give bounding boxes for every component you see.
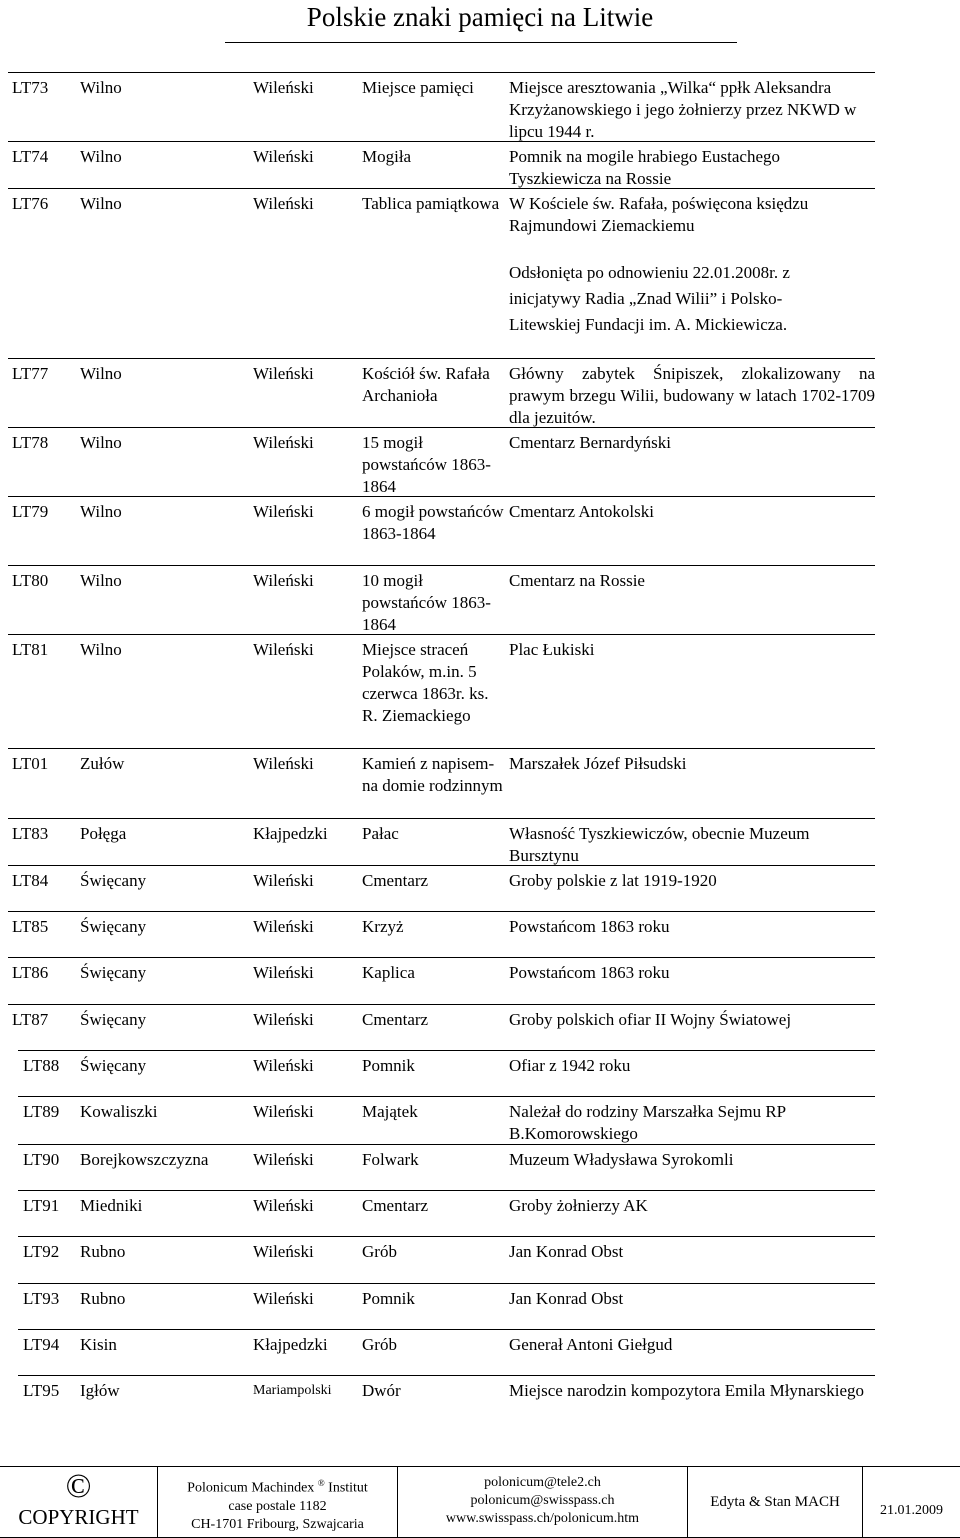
row-divider [18, 1375, 875, 1376]
row-region: Mariampolski [253, 1383, 332, 1398]
row-id: LT78 [12, 433, 49, 452]
row-divider [18, 1283, 875, 1284]
row-divider [18, 1096, 875, 1097]
authors-cell [687, 1467, 862, 1537]
row-city: Wilno [80, 571, 122, 590]
row-divider [18, 1190, 875, 1191]
row-divider [8, 818, 875, 819]
row-region: Wileński [253, 1010, 314, 1029]
row-region: Wileński [253, 1150, 314, 1169]
row-id: LT79 [12, 502, 49, 521]
row-id: LT85 [12, 917, 49, 936]
row-id: LT93 [23, 1289, 60, 1308]
row-id: LT76 [12, 194, 49, 213]
row-description-note: Odsłonięta po odnowieniu 22.01.2008r. z inicjatywy Radia „Znad Wilii” i Polsko-Litewskiej Fundacji im. A. Mickiewicza. [509, 263, 790, 334]
row-region: Kłajpedzki [253, 824, 328, 843]
row-divider [8, 427, 875, 428]
row-id: LT74 [12, 147, 49, 166]
row-description: Marszałek Józef Piłsudski [509, 754, 687, 773]
row-kind: Krzyż [362, 917, 404, 936]
row-divider [8, 865, 875, 866]
row-city: Wilno [80, 78, 122, 97]
row-divider [8, 358, 875, 359]
row-description: Główny zabytek Śnipiszek, zlokalizowany na prawym brzegu Wilii, budowany w latach 1702-1709 dla jezuitów. [509, 364, 875, 427]
row-city: Wilno [80, 194, 122, 213]
row-description: Plac Łukiski [509, 640, 595, 659]
row-city: Święcany [80, 871, 147, 890]
authors: Edyta & Stan MACH [710, 1494, 840, 1510]
row-region: Wileński [253, 433, 314, 452]
row-kind: Pomnik [362, 1056, 415, 1075]
row-description: Własność Tyszkiewiczów, obecnie Muzeum Bursztynu [509, 824, 810, 865]
row-description: Ofiar z 1942 roku [509, 1056, 631, 1075]
copyright-label: COPYRIGHT [18, 1505, 139, 1529]
row-region: Wileński [253, 502, 314, 521]
row-region: Kłajpedzki [253, 1335, 328, 1354]
row-description: Groby polskie z lat 1919-1920 [509, 871, 717, 890]
row-kind: 6 mogił powstańców 1863-1864 [362, 502, 504, 543]
footer [0, 1466, 960, 1538]
row-id: LT92 [23, 1242, 60, 1261]
row-divider [8, 141, 875, 142]
row-kind: 15 mogił powstańców 1863-1864 [362, 433, 491, 496]
row-city: Miedniki [80, 1196, 143, 1215]
row-city: Połęga [80, 824, 127, 843]
row-region: Wileński [253, 871, 314, 890]
row-city: Wilno [80, 147, 122, 166]
institute-address: case postale 1182 [228, 1498, 327, 1514]
row-id: LT77 [12, 364, 49, 383]
row-description: Miejsce aresztowania „Wilka“ ppłk Aleksandra Krzyżanowskiego i jego żołnierzy przez NKWD w lipcu 1944 r. [509, 78, 857, 141]
row-city: Igłów [80, 1381, 120, 1400]
row-region: Wileński [253, 1242, 314, 1261]
row-description: Cmentarz Bernardyński [509, 433, 671, 452]
row-kind: Dwór [362, 1381, 401, 1400]
date: 21.01.2009 [880, 1503, 943, 1518]
row-divider [8, 188, 875, 189]
row-city: Święcany [80, 1056, 147, 1075]
row-region: Wileński [253, 1056, 314, 1075]
row-kind: Mogiła [362, 147, 412, 166]
contact-cell [397, 1467, 687, 1537]
row-description: Generał Antoni Giełgud [509, 1335, 673, 1354]
row-region: Wileński [253, 571, 314, 590]
row-description: Cmentarz na Rossie [509, 571, 645, 590]
row-kind: Cmentarz [362, 871, 429, 890]
registered-icon: ® [317, 1478, 325, 1488]
copyright-cell [0, 1467, 157, 1537]
row-city: Wilno [80, 364, 122, 383]
row-kind: Cmentarz [362, 1010, 429, 1029]
row-id: LT95 [23, 1381, 60, 1400]
row-divider [8, 748, 875, 749]
row-city: Borejkowszczyzna [80, 1150, 209, 1169]
row-region: Wileński [253, 1102, 314, 1121]
row-divider [18, 1050, 875, 1051]
row-divider [18, 1144, 875, 1145]
row-id: LT01 [12, 754, 49, 773]
row-kind: Kaplica [362, 963, 415, 982]
row-city: Rubno [80, 1289, 126, 1308]
row-region: Wileński [253, 1289, 314, 1308]
row-kind: Pałac [362, 824, 399, 843]
institute-name: Polonicum Machindex ® Institut [187, 1478, 368, 1496]
row-region: Wileński [253, 364, 314, 383]
row-divider [8, 72, 875, 73]
row-id: LT87 [12, 1010, 49, 1029]
row-id: LT86 [12, 963, 49, 982]
row-divider [8, 1004, 875, 1005]
row-city: Święcany [80, 917, 147, 936]
row-region: Wileński [253, 963, 314, 982]
row-kind: 10 mogił powstańców 1863-1864 [362, 571, 491, 634]
row-divider [18, 1236, 875, 1237]
row-divider [8, 634, 875, 635]
row-description: Powstańcom 1863 roku [509, 963, 670, 982]
row-divider [8, 911, 875, 912]
row-id: LT89 [23, 1102, 60, 1121]
row-kind: Kościół św. Rafała Archanioła [362, 364, 490, 405]
email-link-1[interactable]: polonicum@tele2.ch [484, 1475, 601, 1490]
institute-city: CH-1701 Fribourg, Szwajcaria [191, 1516, 364, 1532]
row-divider [8, 496, 875, 497]
title-underline [225, 42, 737, 43]
row-city: Święcany [80, 1010, 147, 1029]
row-id: LT81 [12, 640, 49, 659]
row-description: Miejsce narodzin kompozytora Emila Młynarskiego [509, 1381, 865, 1400]
row-description: Jan Konrad Obst [509, 1289, 624, 1308]
row-region: Wileński [253, 754, 314, 773]
date-cell [862, 1467, 960, 1537]
copyright-icon: © [65, 1468, 92, 1505]
row-description: Cmentarz Antokolski [509, 502, 654, 521]
row-divider [8, 565, 875, 566]
row-region: Wileński [253, 640, 314, 659]
row-id: LT88 [23, 1056, 60, 1075]
row-city: Wilno [80, 433, 122, 452]
email-link-2[interactable]: polonicum@swisspass.ch [470, 1493, 615, 1508]
page-title: Polskie znaki pamięci na Litwie [306, 2, 654, 32]
row-region: Wileński [253, 1196, 314, 1215]
row-kind: Kamień z napisem- na domie rodzinnym [362, 754, 503, 795]
row-description: Jan Konrad Obst [509, 1242, 624, 1261]
row-city: Kowaliszki [80, 1102, 158, 1121]
row-kind: Miejsce pamięci [362, 78, 474, 97]
row-kind: Grób [362, 1335, 397, 1354]
row-id: LT80 [12, 571, 49, 590]
row-description: Muzeum Władysława Syrokomli [509, 1150, 734, 1169]
row-city: Święcany [80, 963, 147, 982]
row-city: Zułów [80, 754, 125, 773]
row-kind: Tablica pamiątkowa [362, 194, 500, 213]
row-kind: Miejsce straceń Polaków, m.in. 5 czerwca 1863r. ks. R. Ziemackiego [362, 640, 489, 725]
row-city: Wilno [80, 640, 122, 659]
row-kind: Folwark [362, 1150, 419, 1169]
row-city: Rubno [80, 1242, 126, 1261]
row-id: LT90 [23, 1150, 60, 1169]
row-kind: Pomnik [362, 1289, 415, 1308]
row-region: Wileński [253, 917, 314, 936]
row-id: LT91 [23, 1196, 60, 1215]
website-link[interactable]: www.swisspass.ch/polonicum.htm [445, 1511, 640, 1526]
row-id: LT83 [12, 824, 49, 843]
row-city: Kisin [80, 1335, 117, 1354]
row-description: W Kościele św. Rafała, poświęcona księdzu Rajmundowi Ziemackiemu [509, 194, 809, 235]
row-description: Powstańcom 1863 roku [509, 917, 670, 936]
row-region: Wileński [253, 78, 314, 97]
row-region: Wileński [253, 194, 314, 213]
row-kind: Cmentarz [362, 1196, 429, 1215]
row-description: Pomnik na mogile hrabiego Eustachego Tyszkiewicza na Rossie [509, 147, 780, 188]
row-kind: Majątek [362, 1102, 418, 1121]
row-id: LT73 [12, 78, 49, 97]
row-divider [18, 1329, 875, 1330]
row-description: Należał do rodziny Marszałka Sejmu RP B.Komorowskiego [509, 1102, 786, 1143]
row-description: Groby żołnierzy AK [509, 1196, 648, 1215]
row-divider [8, 957, 875, 958]
row-id: LT94 [23, 1335, 60, 1354]
row-description: Groby polskich ofiar II Wojny Światowej [509, 1010, 792, 1029]
institute-cell [157, 1467, 397, 1537]
row-kind: Grób [362, 1242, 397, 1261]
row-region: Wileński [253, 147, 314, 166]
row-city: Wilno [80, 502, 122, 521]
row-id: LT84 [12, 871, 49, 890]
